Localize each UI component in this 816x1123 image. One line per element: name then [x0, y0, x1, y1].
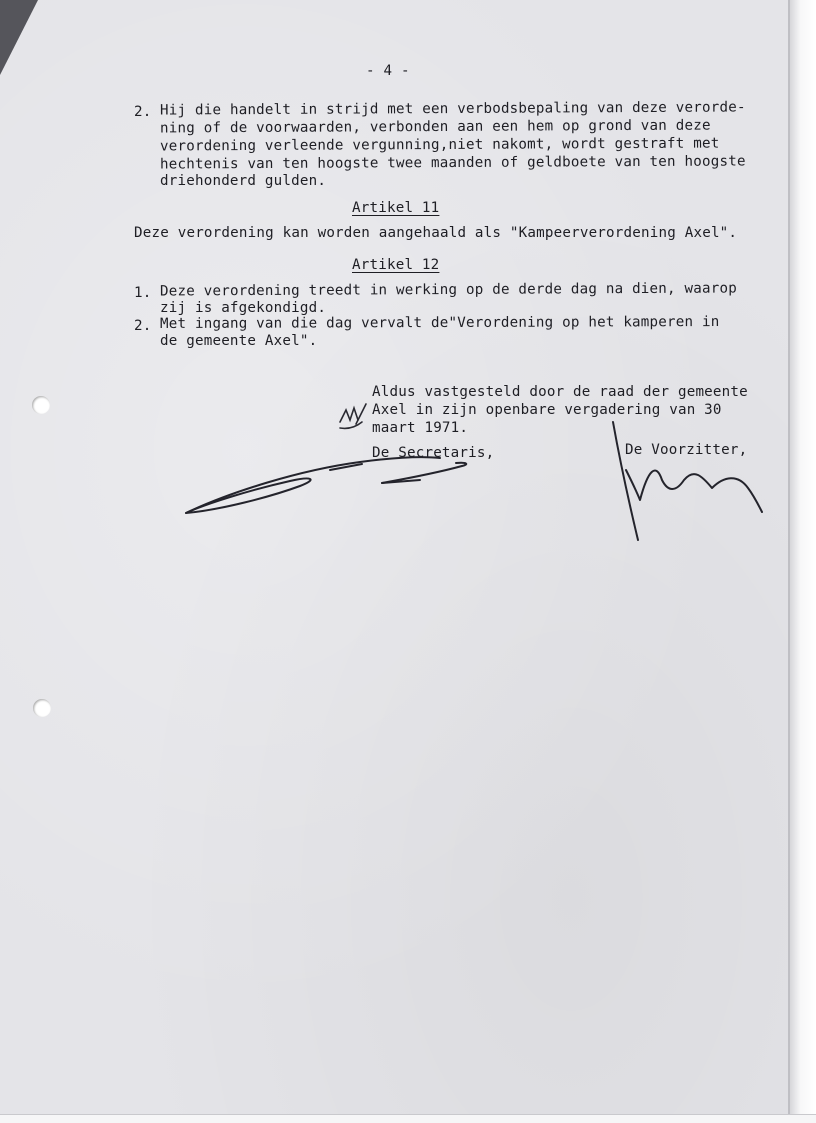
- paragraph-line: Deze verordening treedt in werking op de derde dag na dien, waarop: [159, 280, 737, 300]
- paragraph-line: Hij die handelt in strijd met een verbodsbepaling van deze verorde-: [159, 99, 746, 119]
- initials-mark: [340, 404, 366, 428]
- artikel-11-heading: Artikel 11: [352, 200, 440, 216]
- secretary-label: De Secretaris,: [372, 445, 495, 461]
- paragraph-line: hechtenis van ten hoogste twee maanden of geldboete van ten hoogste: [159, 153, 746, 173]
- list-number: 1.: [134, 285, 152, 301]
- adoption-line: maart 1971.: [372, 420, 469, 436]
- artikel-12-heading: Artikel 12: [352, 257, 440, 273]
- page-number: - 4 -: [366, 63, 410, 79]
- chair-label: De Voorzitter,: [625, 442, 748, 458]
- list-number: 2.: [134, 318, 152, 334]
- paragraph-line: Met ingang van die dag vervalt de"Verordening op het kamperen in: [159, 314, 720, 332]
- paragraph-line: ning of de voorwaarden, verbonden aan een hem op grond van deze: [159, 117, 711, 137]
- secretary-signature: [186, 457, 466, 513]
- artikel-11-text: Deze verordening kan worden aangehaald als "Kampeerverordening Axel".: [134, 225, 738, 241]
- paragraph-line: driehonderd gulden.: [160, 173, 327, 189]
- paragraph-line: de gemeente Axel".: [160, 333, 318, 349]
- adoption-line: Aldus vastgesteld door de raad der gemeente: [372, 384, 748, 400]
- paragraph-line: zij is afgekondigd.: [160, 300, 327, 316]
- paragraph-line: verordening verleende vergunning,niet nakomt, wordt gestraft met: [159, 135, 720, 155]
- chair-signature: [613, 422, 762, 540]
- adoption-line: Axel in zijn openbare vergadering van 30: [372, 402, 722, 418]
- list-number: 2.: [134, 104, 152, 120]
